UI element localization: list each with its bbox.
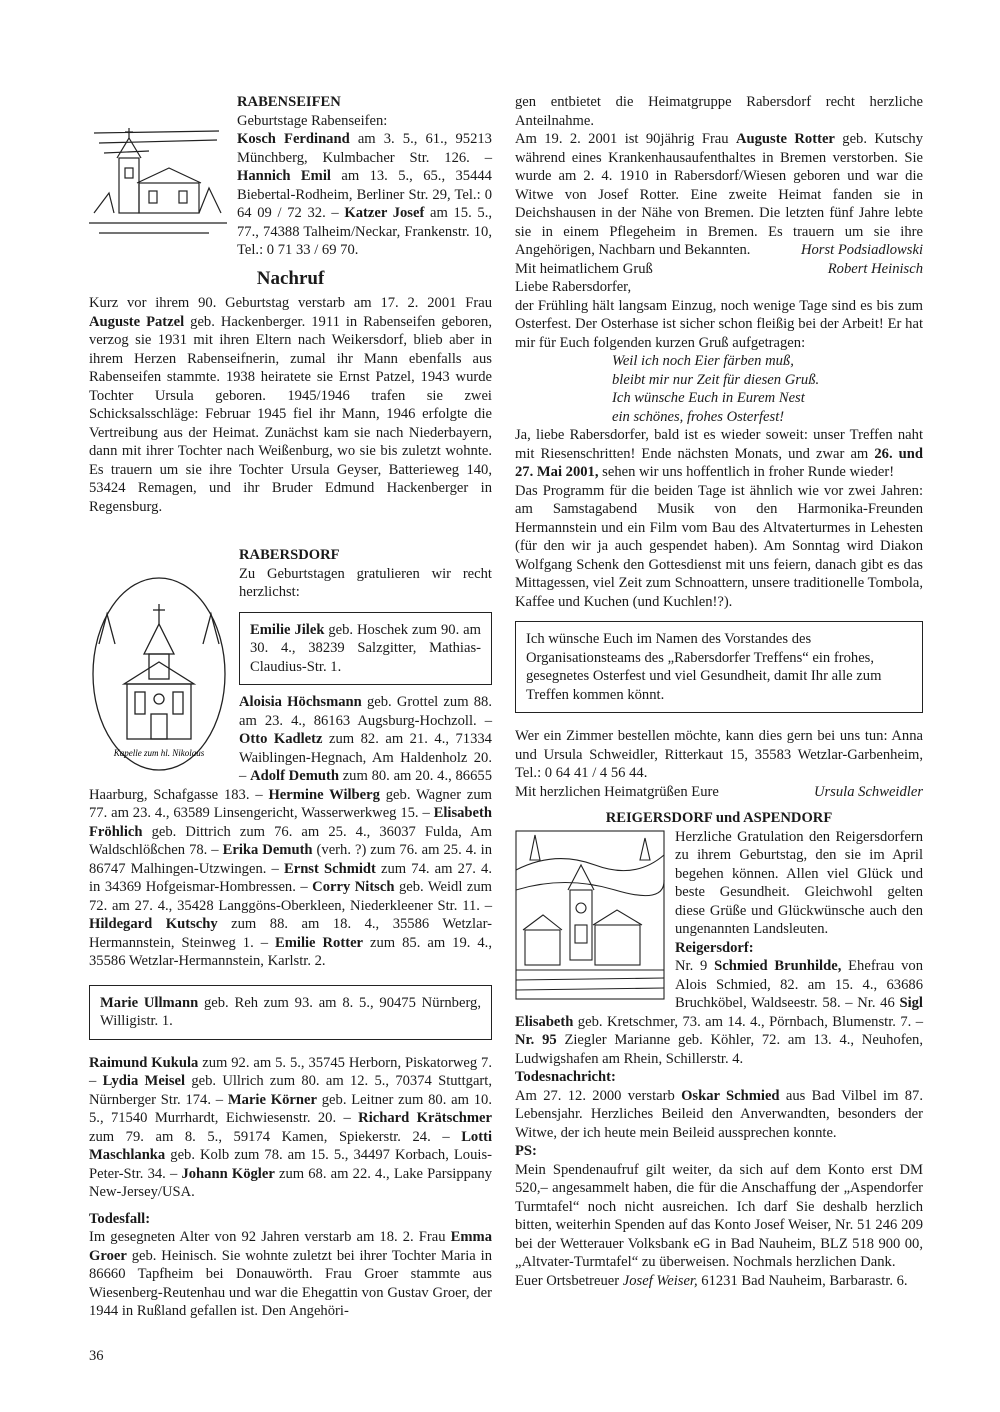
entry-text: geb. Leitner zum 80. am 10. 5., 71540 Murrhardt, Eichwiesenstr. 20. – (89, 1091, 492, 1126)
entry-text: am 13. 5., 65., 35444 Biebertal-Rodheim, Berliner Str. 29, Tel.: 0 64 09 / 72 32. – (237, 168, 492, 221)
nachruf-text (89, 294, 492, 516)
poem-line: bleibt mir nur Zeit für diesen Gruß. (612, 371, 820, 388)
todesnachricht-heading: Todesnachricht: (515, 1069, 616, 1085)
entry-text: Ehefrau von Alois Schmied, 82. am 15. 4., 63686 Bruchköbel, Waldseestr. 58. – Nr. 46 (675, 958, 923, 1011)
text-span: Im gesegneten Alter von 92 Jahren verstarb am 18. 2. Frau (89, 1229, 451, 1245)
closing-text: Mit herzlichen Heimatgrüßen Eure (515, 783, 719, 800)
person-name: Marie Ullmann (100, 994, 199, 1011)
entry-text: zum 85. am 19. 4., 35586 Wetzlar-Hermannstein, Karlstr. 2. (89, 934, 492, 969)
signature: Josef Weiser, (622, 1272, 698, 1289)
person-name: Erika Demuth (222, 842, 313, 858)
entry-text: zum 88. am 18. 4., 35586 Wetzlar-Hermannstein, Steinweg 1. – (89, 916, 492, 951)
person-name: Adolf Demuth (250, 768, 339, 784)
birthday-box-1 (239, 612, 492, 686)
text-span: geb. Hackenberger. 1911 in Rabenseifen geboren, verzog sie 1931 mit ihren Eltern nach Weikersdorf, blieb aber in ihrem Herzen Rabenseifnerin, zumal ihr Mann ebenfalls aus Rabenseifen stammte. 1938 heiratete sie Ernst Patzel, 1943 wurde Tochter Ursula geboren. 1945/1946 trafen sie zwei Schicksalsschläge: Februar 1945 fiel ihr Mann, 1946 erfolgte die Vertreibung aus der Heimat. Zunächst kam sie nach Niederbayern, dann mit ihrer Tochter nach Weißenburg, wo sie bis zuletzt wohnte. Es trauern um sie ihre Tochter Ursula Geyser, Batterieweg 140, 53424 Remagen, und ihr Bruder Edmund Hackenberger in Regensburg. (89, 313, 492, 515)
text-span: Euer Ortsbetreuer (515, 1272, 623, 1289)
wishes-box: Ich wünsche Euch im Namen des Vorstandes des Organisationsteams des „Rabersdorfer Treffens“ ein frohes, gesegnetes Osterfest und viel Gesundheit, damit Ihr alle zum Treffen kommen könnt. (515, 621, 923, 713)
ps-heading: PS: (515, 1143, 537, 1159)
text-span: Am 19. 2. 2001 ist 90jährig Frau (515, 131, 736, 147)
entry-text: Ziegler Marianne geb. Köhler, 72. am 13. 4., Neuhofen, Ludwigshafen am Rhein, Schillerstr. 4. (515, 1032, 923, 1067)
person-name: Lydia Meisel (102, 1073, 186, 1089)
text-span: Am 27. 12. 2000 verstarb (515, 1087, 682, 1104)
person-name: Elisabeth Fröhlich (89, 805, 492, 840)
person-name: Hannich Emil (237, 168, 331, 184)
person-name: Raimund Kukula (89, 1054, 199, 1071)
rabenseifen-heading: RABENSEIFEN (237, 94, 341, 110)
greeting-text: Mit heimatlichem Gruß (515, 260, 653, 277)
text-span: sehen wir uns hoffentlich in froher Runde wieder! (598, 464, 895, 480)
person-name: Hildegard Kutschy (89, 916, 218, 932)
ps-text: Mein Spendenaufruf gilt weiter, da sich auf dem Konto erst DM 520,– angesammelt haben, die für die Anschaffung der „Aspendorfer Turmtafel“ noch nicht ausreichen. Ich darf Sie deshalb herzlich bitten, weiterhin Spenden auf das Konto Josef Weiser, Nr. 51 246 209 bei der Wetterauer Volksbank eG in Bad Nauheim, BLZ 518 900 00, „Altvater-Turmtafel“ zu überweisen. Nochmals herzlichen Dank. (515, 1161, 923, 1270)
person-name: Otto Kadletz (239, 731, 323, 747)
letter-paragraph-4: Wer ein Zimmer bestellen möchte, kann dies gern bei uns tun: Anna und Ursula Schweidler, Ritterkaut 15, 35583 Wetzlar-Garbenheim, Tel.: 0 64 41 / 4 56 44. (515, 728, 923, 781)
entry-text: geb. Kretschmer, 73. am 14. 4., Pörnbach, Blumenstr. 7. – (573, 1013, 923, 1030)
signature: Ursula Schweidler (813, 783, 923, 800)
ortsbetreuer-signature (515, 1272, 923, 1291)
reigersdorf-section (515, 809, 923, 1290)
entry-text: zum 82. am 21. 4., 71334 Waiblingen-Hegnach, Am Haldenholz 20. – (239, 731, 492, 784)
person-name: Marie Körner (227, 1091, 317, 1108)
rabersdorf-birthday-list-2 (89, 1054, 492, 1202)
text-span: Ja, liebe Rabersdorfer, bald ist es wieder soweit: unser Treffen naht mit Riesenschritten! Ende nächsten Monats, und zwar am (515, 427, 923, 462)
person-name: Lotti Maschlanka (89, 1128, 492, 1163)
entry-text: geb. Reh zum 93. am 8. 5., 90475 Nürnberg, Willigistr. 1. (100, 994, 481, 1029)
reigersdorf-intro: Herzliche Gratulation den Reigersdorfern zu ihrem Geburtstag, den sie im April begehen können. Allen viel Glück und beste Gesundheit. Gleichwohl gelten diese Grüße und Glückwünsche auch den ungenannten Landsleuten. (675, 828, 923, 937)
text-span: Kurz vor ihrem 90. Geburtstag verstarb am 17. 2. 2001 Frau (89, 295, 492, 311)
text-span: Nr. 9 (675, 958, 715, 974)
entry-text: geb. Ullrich zum 80. am 12. 5., 70374 Stuttgart, Nürnberger Str. 174. – (89, 1073, 492, 1108)
poem-line: ein schönes, frohes Osterfest! (612, 408, 785, 425)
entry-text: zum 80. am 20. 4., 86655 Haarburg, Schafgasse 183. – (89, 768, 492, 803)
entry-text: (verh. ?) zum 76. am 25. 4. in 86747 Malhingen-Utzwingen. – (89, 842, 492, 877)
signature: Horst Podsiadlowski (800, 242, 923, 258)
poem-line: Ich wünsche Euch in Eurem Nest (612, 390, 805, 406)
person-name: Hermine Wilberg (268, 786, 380, 803)
entry-text: am 3. 5., 61., 95213 Münchberg, Kulmbacher Str. 126. – (237, 131, 492, 166)
person-name: Richard Krätschmer (358, 1110, 492, 1126)
person-name: Emilie Rotter (275, 934, 364, 951)
easter-poem (612, 352, 923, 426)
letter-closing (515, 783, 923, 802)
text-span: 61231 Bad Nauheim, Barbarastr. 6. (697, 1272, 908, 1289)
entry-text: am 15. 5., 77., 74388 Talheim/Neckar, Frankenstr. 10, Tel.: 0 71 33 / 69 70. (237, 205, 492, 258)
right-column (515, 93, 923, 1290)
person-name: Aloisia Höchsmann (239, 694, 362, 710)
condolence-rotter (515, 130, 923, 260)
rabenseifen-intro: Geburtstage Rabenseifen: (237, 112, 388, 129)
todesnachricht-text (515, 1087, 923, 1143)
person-name: Auguste Patzel (89, 313, 185, 330)
person-name: Johann Kögler (181, 1165, 275, 1182)
entry-text: geb. Dittrich zum 76. am 25. 4., 36037 Fulda, Am Waldschlößchen 78. – (89, 823, 492, 858)
chapel-drawing-icon (89, 574, 229, 774)
entry-text: zum 92. am 5. 5., 35745 Herborn, Piskatorweg 7. – (89, 1054, 492, 1089)
text-span: geb. Kutschy während eines Krankenhausaufenthaltes in Bremen verstorben. Sie wurde am 2. 4. 1910 in Rabersdorf/Wiesen geboren und war die Witwe von Josef Rotter. Eine zweite Heimat fanden sie in Deichshausen in der Nähe von Bremen. Die letzten fünf Jahre lebte sie in einem Pflegeheim in Bremen. Es trauern um sie ihre Angehörigen, Nachbarn und Bekannten. (515, 131, 923, 258)
greeting-line (515, 260, 923, 279)
letter-salutation: Liebe Rabersdorfer, (515, 279, 632, 295)
condolence-continued: gen entbietet die Heimatgruppe Rabersdorf recht herzliche Anteilnahme. (515, 94, 923, 129)
page-number: 36 (89, 1348, 104, 1364)
person-name: Oskar Schmied (681, 1087, 780, 1104)
poem-line: Weil ich noch Eier färben muß, (612, 353, 794, 369)
todesfall-text (89, 1228, 492, 1321)
person-name: Auguste Rotter (735, 131, 835, 147)
village-drawing-icon (515, 830, 665, 1000)
person-name: Ernst Schmidt (283, 860, 376, 877)
birthday-box-2 (89, 985, 492, 1040)
rabenseifen-section (89, 93, 492, 260)
entry-text: zum 68. am 22. 4., Lake Parsippany New-Jersey/USA. (89, 1165, 492, 1200)
entry-text: geb. Wagner zum 77. am 23. 4., 63589 Linsengericht, Wasserwerkweg 15. – (89, 786, 492, 821)
person-name: Corry Nitsch (312, 879, 395, 895)
person-name: Emilie Jilek (250, 621, 325, 638)
person-name: Sigl Elisabeth (515, 995, 923, 1030)
letter-paragraph-3: Das Programm für die beiden Tage ist ähnlich wie vor zwei Jahren: am Samstagabend Musik von den Harmonika-Freunden Hermannstein und ein Film vom Bau des Altvaterturmes in Lehesten (für den wir ja auch gespendet haben). Am Sonntag wird Diakon Wolfgang Schenk den Gottesdienst mit uns feiern, danach gibt es das Mittagessen, viel Zeit zum Schnoattern, unsere traditionelle Tombola, Kaffee und Kuchen (und Kuchlen!?). (515, 482, 923, 610)
entry-text: geb. Grottel zum 88. am 23. 4., 86163 Augsburg-Hochzoll. – (239, 694, 492, 729)
reigersdorf-heading: REIGERSDORF und ASPENDORF (605, 810, 833, 826)
rabersdorf-heading: RABERSDORF (239, 547, 340, 563)
text-span: aus Bad Vilbel im 87. Lebensjahr. Herzliches Beileid den Anverwandten, besonders der Witwe, der ich heute mein Beileid aussprechen konnte. (515, 1087, 923, 1141)
church-drawing-icon (89, 113, 227, 245)
house-number: Nr. 95 (515, 1032, 557, 1048)
chapel-caption: Kapelle zum hl. Nikolaus (113, 748, 205, 758)
letter-paragraph-2 (515, 426, 923, 482)
entry-text: geb. Kolb zum 78. am 15. 5., 34497 Korbach, Louis-Peter-Str. 34. – (89, 1147, 492, 1182)
person-name: Emma Groer (89, 1229, 492, 1264)
letter-paragraph-1: der Frühling hält langsam Einzug, noch wenige Tage sind es bis zum Osterfest. Der Osterhase ist sicher schon fleißig bei der Arbeit! Er hat mir für Euch folgenden kurzen Gruß aufgetragen: (515, 297, 923, 351)
todesfall-heading: Todesfall: (89, 1210, 151, 1227)
event-date: 26. und 27. Mai 2001, (515, 445, 923, 480)
left-column (89, 93, 492, 1321)
reigersdorf-subheading: Reigersdorf: (675, 939, 754, 956)
text-span: geb. Heinisch. Sie wohnte zuletzt bei ihrer Tochter Maria in 86660 Tapfheim bei Donauwörth. Frau Groer stammte aus Wiesenberg-Reutenhau und war die Ehegattin von Gustav Groer, der 1944 in Rußland gefallen ist. Den Angehöri- (89, 1247, 492, 1319)
entry-text: geb. Hoschek zum 90. am 30. 4., 38239 Salzgitter, Mathias-Claudius-Str. 1. (250, 621, 481, 675)
nachruf-title: Nachruf (256, 267, 325, 289)
person-name: Kosch Ferdinand (237, 131, 350, 147)
rabersdorf-intro: Zu Geburtstagen gratulieren wir recht herzlichst: (239, 565, 492, 600)
entry-text: geb. Weidl zum 72. am 27. 4., 35428 Langgöns-Oberkleen, Niederkleener Str. 11. – (89, 879, 493, 914)
person-name: Katzer Josef (344, 205, 425, 221)
person-name: Schmied Brunhilde, (714, 958, 842, 974)
rabersdorf-section (89, 546, 492, 1321)
entry-text: zum 74. am 27. 4. in 34369 Hofgeismar-Hombressen. – (89, 860, 492, 895)
signature: Robert Heinisch (827, 260, 923, 277)
entry-text: zum 79. am 8. 5., 59174 Kamen, Spiekerstr. 24. – (89, 1128, 462, 1145)
